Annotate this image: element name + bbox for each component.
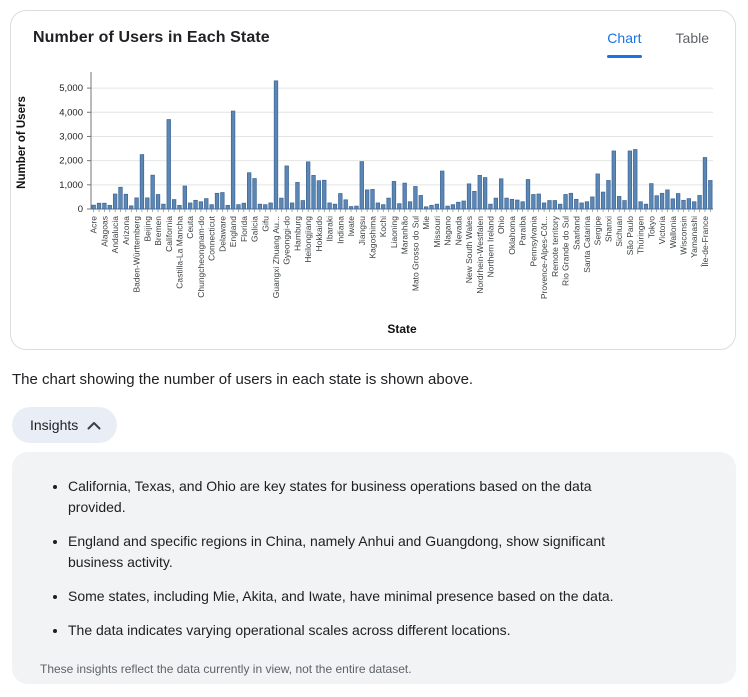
svg-text:2,000: 2,000 bbox=[59, 155, 83, 167]
svg-text:5,000: 5,000 bbox=[59, 83, 83, 95]
svg-text:Maranhão: Maranhão bbox=[399, 216, 410, 255]
svg-text:Jiangsu: Jiangsu bbox=[356, 216, 367, 246]
insights-list bbox=[12, 452, 736, 658]
svg-text:State: State bbox=[387, 322, 417, 336]
chart-card-header bbox=[11, 11, 735, 58]
svg-text:England: England bbox=[228, 216, 239, 248]
svg-text:Oklahoma: Oklahoma bbox=[506, 216, 517, 255]
svg-text:Rio Grande do Sul: Rio Grande do Sul bbox=[560, 216, 571, 286]
svg-text:Hamburg: Hamburg bbox=[292, 216, 303, 251]
svg-text:Alagoas: Alagoas bbox=[99, 216, 110, 247]
svg-text:California: California bbox=[163, 216, 174, 252]
insight-item: • The data indicates varying operational scales across different locations. bbox=[68, 620, 618, 641]
svg-text:Pennsylvania: Pennsylvania bbox=[528, 216, 539, 267]
svg-text:Nagano: Nagano bbox=[442, 216, 453, 246]
insights-disclaimer: These insights reflect the data currently in view, not the entire dataset. bbox=[40, 662, 412, 676]
svg-text:Ceuta: Ceuta bbox=[185, 216, 196, 239]
tab-chart[interactable]: Chart bbox=[607, 30, 641, 58]
svg-text:Northern Ireland: Northern Ireland bbox=[485, 215, 496, 278]
svg-text:Baden-Württemberg: Baden-Württemberg bbox=[131, 216, 142, 293]
chart-caption: The chart showing the number of users in each state is shown above. bbox=[12, 371, 474, 388]
bar-chart-svg bbox=[11, 62, 737, 342]
svg-text:Yamanashi: Yamanashi bbox=[689, 216, 700, 258]
svg-text:Connecticut: Connecticut bbox=[206, 216, 217, 261]
svg-text:Arizona: Arizona bbox=[120, 216, 131, 245]
insight-item: • England and specific regions in China, namely Anhui and Guangdong, show significant business activity. bbox=[68, 531, 618, 573]
insights-button-label: Insights bbox=[30, 417, 79, 433]
svg-text:Tokyo: Tokyo bbox=[646, 216, 657, 239]
svg-text:Missouri: Missouri bbox=[431, 216, 442, 248]
svg-text:Galicia: Galicia bbox=[249, 215, 260, 242]
chart-card bbox=[10, 10, 736, 350]
svg-text:Delaware: Delaware bbox=[217, 216, 228, 252]
svg-text:Bremen: Bremen bbox=[153, 216, 164, 246]
svg-text:0: 0 bbox=[77, 204, 83, 215]
svg-text:Indiana: Indiana bbox=[335, 216, 346, 244]
svg-text:Chungcheongnam-do: Chungcheongnam-do bbox=[195, 216, 206, 298]
svg-text:Paraíba: Paraíba bbox=[517, 216, 528, 246]
svg-text:Shanxi: Shanxi bbox=[603, 216, 614, 242]
svg-text:Kagoshima: Kagoshima bbox=[367, 216, 378, 259]
svg-text:Gifu: Gifu bbox=[260, 216, 271, 232]
svg-text:Acre: Acre bbox=[88, 216, 99, 234]
svg-text:Nordrhein-Westfalen: Nordrhein-Westfalen bbox=[474, 216, 485, 294]
svg-text:Heilongjiang: Heilongjiang bbox=[303, 216, 314, 263]
svg-text:Thüringen: Thüringen bbox=[635, 216, 646, 255]
insights-panel bbox=[12, 452, 736, 684]
view-tabs bbox=[607, 30, 709, 58]
svg-text:3,000: 3,000 bbox=[59, 131, 83, 143]
svg-text:Nevada: Nevada bbox=[453, 216, 464, 246]
svg-text:Iwate: Iwate bbox=[346, 216, 357, 237]
svg-text:Saarland: Saarland bbox=[571, 216, 582, 251]
svg-text:Andalucia: Andalucia bbox=[110, 216, 121, 254]
svg-text:Castilla-La Mancha: Castilla-La Mancha bbox=[174, 216, 185, 289]
svg-text:Guangxi Zhuang Au...: Guangxi Zhuang Au... bbox=[270, 216, 281, 299]
svg-text:Mato Grosso do Sul: Mato Grosso do Sul bbox=[410, 216, 421, 292]
svg-text:Florida: Florida bbox=[238, 216, 249, 242]
svg-text:Sergipe: Sergipe bbox=[592, 216, 603, 246]
svg-text:4,000: 4,000 bbox=[59, 107, 83, 119]
chevron-up-icon bbox=[87, 421, 101, 430]
svg-text:Santa Catarina: Santa Catarina bbox=[581, 216, 592, 273]
bar-chart bbox=[11, 58, 735, 347]
svg-text:Liaoning: Liaoning bbox=[388, 216, 399, 249]
svg-text:Ibaraki: Ibaraki bbox=[324, 216, 335, 242]
svg-text:Mie: Mie bbox=[421, 216, 432, 230]
insights-toggle-button[interactable] bbox=[12, 407, 117, 443]
svg-text:Ohio: Ohio bbox=[496, 216, 507, 234]
card-title: Number of Users in Each State bbox=[33, 29, 270, 46]
svg-text:Sichuan: Sichuan bbox=[614, 216, 625, 247]
svg-text:Île-de-France: Île-de-France bbox=[699, 216, 710, 267]
insight-item: • California, Texas, and Ohio are key states for business operations based on the data provided. bbox=[68, 476, 618, 518]
svg-text:Kochi: Kochi bbox=[378, 216, 389, 238]
insight-item: • Some states, including Mie, Akita, and Iwate, have minimal presence based on the data. bbox=[68, 586, 618, 607]
svg-text:Remote territory: Remote territory bbox=[549, 216, 560, 277]
svg-text:Wisconsin: Wisconsin bbox=[678, 216, 689, 255]
tab-table[interactable]: Table bbox=[675, 30, 709, 46]
svg-text:Victoria: Victoria bbox=[657, 216, 668, 245]
svg-text:Beijing: Beijing bbox=[142, 216, 153, 242]
svg-text:Gyeonggi-do: Gyeonggi-do bbox=[281, 216, 292, 265]
svg-text:São Paulo: São Paulo bbox=[624, 216, 635, 256]
svg-text:Hokkaido: Hokkaido bbox=[313, 216, 324, 252]
svg-text:1,000: 1,000 bbox=[59, 179, 83, 191]
svg-text:Provence-Alpes-Côt...: Provence-Alpes-Côt... bbox=[539, 216, 550, 300]
svg-text:Number of Users: Number of Users bbox=[16, 96, 28, 189]
svg-text:Wallonia: Wallonia bbox=[667, 216, 678, 249]
svg-text:New South Wales: New South Wales bbox=[464, 216, 475, 284]
